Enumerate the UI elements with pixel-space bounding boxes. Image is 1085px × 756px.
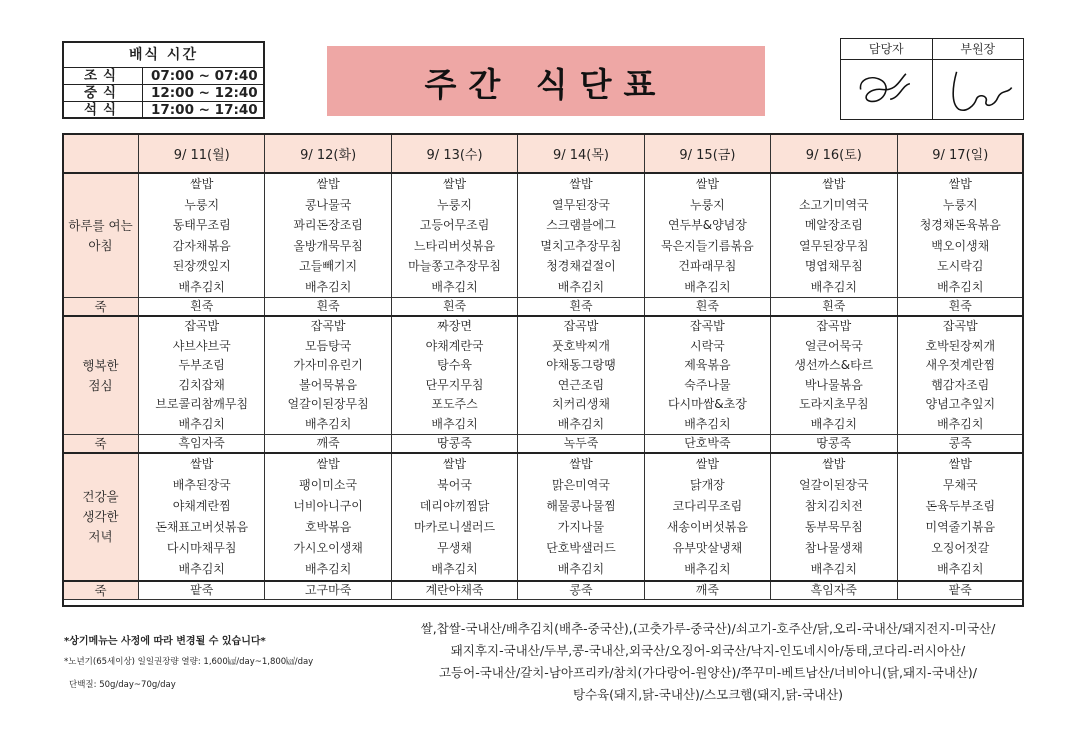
menu-cell-lunch-day-4 [518, 316, 644, 435]
porridge-cell: 흰죽 [139, 298, 265, 317]
porridge-cell: 땅콩죽 [391, 435, 517, 454]
menu-item: 배추김치 [810, 562, 857, 576]
menu-item: 배추김치 [810, 416, 857, 431]
porridge-cell: 깨죽 [265, 435, 391, 454]
porridge-cell: 콩죽 [897, 435, 1023, 454]
menu-item: 유부맛살냉채 [672, 541, 743, 555]
menu-item: 미역줄기볶음 [925, 520, 996, 534]
menu-item: 숙주나물 [684, 377, 731, 392]
meal-label: 중식 [64, 85, 143, 101]
menu-item: 팽이미소국 [299, 478, 358, 492]
menu-item: 배추김치 [304, 416, 352, 431]
menu-item: 해물콩나물찜 [546, 499, 616, 513]
menu-item: 마늘쫑고추장무침 [408, 259, 501, 273]
origin-line: 고등어-국내산/갈치-남아프리카/참치(가다랑어-원양산)/쭈꾸미-베트남산/너비아니(닭,돼지-국내산)/ [438, 665, 978, 680]
menu-item: 연두부&양념장 [667, 218, 747, 232]
day-header: 9/ 15(금) [644, 134, 770, 174]
meal-label: 석식 [64, 102, 143, 118]
menu-item: 김치잡채 [178, 377, 225, 392]
menu-item: 야채동그랑땡 [546, 358, 616, 372]
porridge-cell: 계란야채죽 [391, 581, 517, 600]
day-header: 9/ 12(화) [265, 134, 391, 174]
menu-item: 배추김치 [684, 562, 731, 576]
serving-time-row-lunch [64, 85, 263, 102]
row-label-dinner [63, 453, 139, 581]
menu-item: 고들빼기지 [299, 259, 358, 273]
menu-item: 얼갈이된장국 [799, 478, 869, 492]
menu-item: 쌀밥 [190, 457, 214, 471]
menu-item: 얼갈이된장무침 [287, 397, 369, 411]
menu-item: 맑은미역국 [551, 478, 610, 492]
menu-item: 야채계란찜 [172, 499, 231, 513]
porridge-cell: 팥죽 [139, 581, 265, 600]
menu-item: 멸치고추장무침 [540, 238, 622, 253]
menu-item: 고등어무조림 [419, 218, 490, 232]
day-header: 9/ 14(목) [518, 134, 644, 174]
porridge-cell: 흰죽 [897, 298, 1023, 317]
meal-label: 조식 [64, 68, 143, 84]
menu-item: 건파래무침 [678, 259, 737, 273]
menu-item: 박나물볶음 [804, 377, 863, 392]
menu-item: 배추김치 [684, 279, 731, 294]
porridge-cell: 흰죽 [391, 298, 517, 317]
row-label-breakfast [63, 173, 139, 298]
menu-item: 쌀밥 [948, 457, 972, 471]
menu-item: 누룽지 [184, 197, 220, 212]
menu-cell-dinner-day-3 [391, 453, 517, 581]
row-label-text: 행복한 점심 [82, 357, 119, 393]
menu-item: 배추김치 [557, 416, 605, 431]
origin-info [385, 618, 1031, 706]
porridge-cell: 흰죽 [771, 298, 897, 317]
porridge-cell: 흰죽 [265, 298, 391, 317]
menu-cell-lunch-day-1 [139, 316, 265, 435]
menu-item: 쌀밥 [316, 177, 340, 191]
menu-cell-breakfast-day-3 [391, 173, 517, 298]
menu-cell-breakfast-day-5 [644, 173, 770, 298]
dinner-row [63, 453, 1024, 581]
menu-item: 돈육두부조림 [925, 499, 996, 513]
menu-item: 코다리무조림 [672, 499, 743, 513]
menu-item: 스크램블에그 [546, 218, 616, 232]
menu-item: 무생채 [437, 541, 472, 555]
porridge-cell: 땅콩죽 [771, 435, 897, 454]
menu-item: 쌀밥 [695, 457, 719, 471]
porridge-cell: 흰죽 [644, 298, 770, 317]
menu-item: 동부묵무침 [804, 520, 863, 534]
menu-item: 가지나물 [557, 520, 605, 534]
menu-item: 된장깻잎지 [172, 259, 231, 273]
serving-time-title: 배식 시간 [64, 43, 263, 68]
menu-item: 배추김치 [431, 562, 478, 576]
menu-cell-lunch-day-2 [265, 316, 391, 435]
menu-item: 짜장면 [437, 319, 472, 333]
menu-item: 모듬탕국 [304, 338, 352, 353]
menu-item: 돈채표고버섯볶음 [155, 520, 249, 534]
menu-item: 동태무조림 [172, 218, 231, 232]
menu-item: 탕수육 [437, 358, 472, 372]
menu-item: 연근조림 [557, 377, 605, 392]
menu-item: 잡곡밥 [184, 319, 220, 333]
menu-item: 명엽채무침 [804, 259, 863, 273]
menu-item: 양념고추잎지 [925, 397, 996, 411]
menu-cell-lunch-day-6 [771, 316, 897, 435]
menu-item: 호박볶음 [304, 520, 352, 534]
title-banner [327, 46, 765, 116]
menu-item: 배추김치 [178, 279, 225, 294]
menu-cell-breakfast-day-7 [897, 173, 1023, 298]
porridge-cell: 고구마죽 [265, 581, 391, 600]
menu-cell-lunch-day-7 [897, 316, 1023, 435]
menu-cell-breakfast-day-4 [518, 173, 644, 298]
porridge-cell: 흰죽 [518, 298, 644, 317]
lunch-porridge-row [63, 435, 1024, 454]
porridge-cell: 흑임자죽 [139, 435, 265, 454]
menu-item: 시락국 [690, 338, 725, 353]
menu-item: 청경채겉절이 [546, 259, 616, 273]
dinner-porridge-row [63, 581, 1024, 600]
lunch-row [63, 316, 1024, 435]
menu-item: 쌀밥 [316, 457, 340, 471]
menu-item: 소고기미역국 [799, 197, 869, 212]
signature-mark [933, 60, 1024, 119]
meal-time: 07:00 ~ 07:40 [151, 68, 258, 84]
approval-header: 부원장 [933, 39, 1024, 60]
menu-cell-lunch-day-5 [644, 316, 770, 435]
menu-item: 새송이버섯볶음 [666, 520, 748, 534]
menu-item: 쌀밥 [442, 457, 467, 471]
menu-item: 쌀밥 [695, 177, 719, 191]
menu-item: 다시마채무침 [166, 541, 237, 555]
meal-time: 17:00 ~ 17:40 [151, 102, 258, 118]
porridge-cell: 녹두죽 [518, 435, 644, 454]
row-label-porridge: 죽 [63, 298, 139, 317]
menu-item: 참치김치전 [804, 499, 863, 513]
menu-item: 배추김치 [937, 562, 984, 576]
menu-item: 단호박샐러드 [546, 541, 616, 555]
menu-cell-breakfast-day-1 [139, 173, 265, 298]
meal-time: 12:00 ~ 12:40 [151, 85, 258, 101]
corner-cell [63, 134, 139, 174]
menu-cell-dinner-day-4 [518, 453, 644, 581]
menu-item: 배추김치 [431, 279, 478, 294]
signature-deputy [933, 60, 1024, 119]
menu-cell-breakfast-day-6 [771, 173, 897, 298]
menu-cell-dinner-day-6 [771, 453, 897, 581]
menu-item: 다시마쌈&초장 [667, 397, 747, 411]
menu-item: 도라지초무침 [799, 397, 869, 411]
menu-item: 가자미유린기 [293, 358, 363, 372]
menu-item: 잡곡밥 [816, 319, 852, 333]
menu-item: 닭개장 [690, 478, 725, 492]
menu-item: 느타리버섯볶음 [413, 238, 496, 253]
menu-item: 잡곡밥 [942, 319, 978, 333]
page-title: 주간 식단표 [424, 65, 668, 104]
menu-item: 무채국 [942, 478, 978, 492]
porridge-cell: 콩죽 [518, 581, 644, 600]
protein-note: 단백질: 50g/day~70g/day [69, 680, 176, 690]
breakfast-row [63, 173, 1024, 298]
menu-item: 너비아니구이 [293, 499, 363, 513]
menu-item: 배추김치 [431, 416, 478, 431]
menu-item: 배추김치 [810, 279, 857, 294]
menu-item: 풋호박찌개 [551, 338, 610, 353]
menu-item: 배추된장국 [172, 478, 231, 492]
serving-time-row-dinner [64, 102, 263, 118]
row-label-text: 건강을 생각한 저녁 [82, 489, 119, 544]
menu-item: 쌀밥 [569, 457, 593, 471]
menu-item: 배추김치 [937, 279, 984, 294]
menu-item: 포도주스 [431, 397, 478, 411]
menu-item: 누룽지 [942, 197, 978, 212]
approval-column-manager [841, 39, 932, 119]
day-header: 9/ 16(토) [771, 134, 897, 174]
row-label-porridge: 죽 [63, 435, 139, 454]
menu-item: 잡곡밥 [563, 319, 599, 333]
origin-line: 탕수육(돼지,닭-국내산)/스모크햄(돼지,닭-국내산) [572, 687, 844, 702]
menu-item: 열무된장무침 [799, 238, 869, 253]
serving-time-box [62, 41, 265, 119]
menu-item: 배추김치 [304, 562, 352, 576]
menu-item: 잡곡밥 [690, 319, 725, 333]
origin-line: 쌀,찹쌀-국내산/배추김치(배추-중국산),(고춧가루-중국산)/쇠고기-호주산/닭,오리-국내산/돼지전지-미국산/ [420, 621, 996, 636]
approval-column-deputy [932, 39, 1024, 119]
menu-item: 얼큰어묵국 [804, 338, 863, 353]
signature-mark [841, 60, 932, 119]
menu-item: 마카로니샐러드 [413, 520, 496, 534]
menu-item: 제육볶음 [684, 358, 731, 372]
menu-item: 배추김치 [178, 562, 225, 576]
menu-item: 두부조림 [178, 358, 225, 372]
menu-item: 감자채볶음 [172, 238, 231, 253]
menu-item: 햄감자조림 [931, 377, 990, 392]
origin-line: 돼지후지-국내산/두부,콩-국내산,외국산/오징어-외국산/낙지-인도네시아/동태,코다리-러시아산/ [450, 643, 966, 658]
menu-item: 야채계란국 [425, 338, 484, 353]
row-label-lunch [63, 316, 139, 435]
menu-item: 배추김치 [178, 416, 225, 431]
porridge-cell: 깨죽 [644, 581, 770, 600]
serving-time-row-breakfast [64, 68, 263, 85]
menu-item: 콩나물국 [304, 197, 352, 212]
porridge-cell: 팥죽 [897, 581, 1023, 600]
menu-item: 청경채돈육볶음 [919, 218, 1001, 232]
menu-cell-dinner-day-2 [265, 453, 391, 581]
menu-item: 치커리생채 [551, 397, 610, 411]
menu-item: 올방개묵무침 [293, 238, 363, 253]
menu-cell-dinner-day-1 [139, 453, 265, 581]
menu-cell-dinner-day-7 [897, 453, 1023, 581]
menu-cell-lunch-day-3 [391, 316, 517, 435]
day-header: 9/ 13(수) [391, 134, 517, 174]
porridge-cell: 단호박죽 [644, 435, 770, 454]
menu-item: 볼어묵볶음 [299, 377, 358, 392]
menu-item: 백오이생채 [931, 238, 990, 253]
menu-item: 배추김치 [557, 279, 605, 294]
menu-item: 배추김치 [684, 416, 731, 431]
menu-item: 쌀밥 [569, 177, 593, 191]
day-header: 9/ 17(일) [897, 134, 1023, 174]
signature-manager [841, 60, 932, 119]
porridge-cell: 흑임자죽 [771, 581, 897, 600]
menu-item: 쌀밥 [822, 177, 846, 191]
row-label-porridge: 죽 [63, 581, 139, 600]
menu-item: 북어국 [437, 478, 472, 492]
menu-item: 생선까스&타르 [794, 358, 874, 372]
day-header: 9/ 11(월) [139, 134, 265, 174]
weekly-menu-table [62, 133, 1024, 600]
menu-item: 누룽지 [437, 197, 472, 212]
menu-item: 메알장조림 [804, 218, 863, 232]
menu-item: 브로콜리참깨무침 [155, 397, 249, 411]
menu-item: 쌀밥 [948, 177, 972, 191]
menu-item: 열무된장국 [551, 197, 610, 212]
breakfast-porridge-row [63, 298, 1024, 317]
menu-item: 배추김치 [557, 562, 605, 576]
menu-item: 꽈리돈장조림 [293, 218, 363, 232]
row-label-text: 하루를 여는 아침 [68, 217, 133, 253]
approval-box [840, 38, 1024, 120]
menu-item: 쌀밥 [442, 177, 467, 191]
menu-item: 묵은지들기름볶음 [661, 238, 754, 253]
menu-item: 도시락김 [937, 259, 984, 273]
approval-header: 담당자 [841, 39, 932, 60]
menu-cell-breakfast-day-2 [265, 173, 391, 298]
menu-item: 가시오이생채 [293, 541, 363, 555]
menu-item: 잡곡밥 [310, 319, 346, 333]
menu-item: 쌀밥 [190, 177, 214, 191]
menu-item: 새우젓계란찜 [925, 358, 996, 372]
menu-item: 쌀밥 [822, 457, 846, 471]
change-notice: *상기메뉴는 사정에 따라 변경될 수 있습니다* [64, 636, 266, 647]
menu-item: 배추김치 [937, 416, 984, 431]
menu-item: 참나물생채 [804, 541, 863, 555]
menu-item: 데리야끼찜닭 [419, 499, 490, 513]
menu-cell-dinner-day-5 [644, 453, 770, 581]
menu-item: 배추김치 [304, 279, 352, 294]
energy-note: *노년기(65세이상) 일일권장량 열량: 1,600㎉/day~1,800㎉/day [64, 657, 314, 667]
menu-item: 단무지무침 [425, 377, 484, 392]
day-header-row [63, 134, 1024, 174]
menu-item: 오징어젓갈 [931, 541, 990, 555]
menu-item: 샤브샤브국 [172, 338, 231, 353]
menu-item: 호박된장찌개 [925, 338, 996, 353]
menu-item: 누룽지 [690, 197, 725, 212]
